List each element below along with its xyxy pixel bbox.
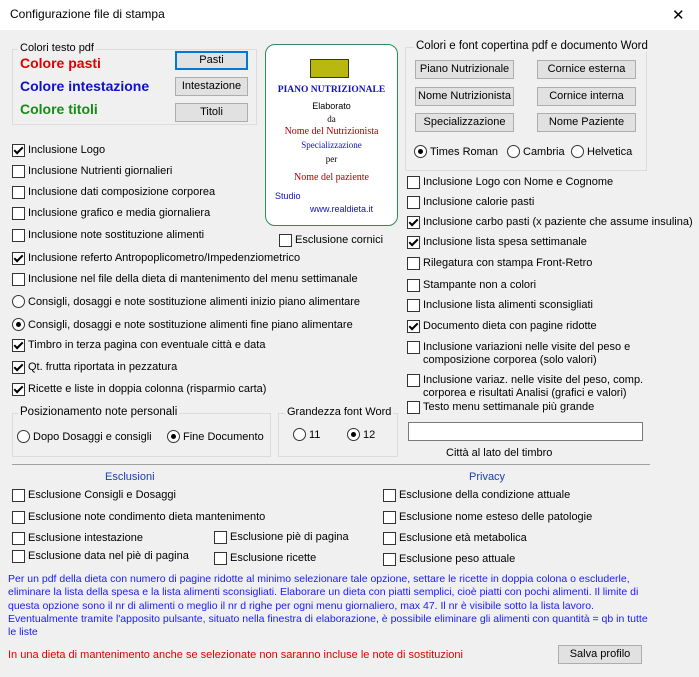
left-option-checkbox[interactable] <box>12 339 265 352</box>
left-option-checkbox[interactable] <box>12 361 177 374</box>
right-option-checkbox[interactable] <box>407 279 536 292</box>
radio-label: 12 <box>363 428 376 441</box>
checkbox-box[interactable] <box>12 273 25 286</box>
left-option-checkbox[interactable] <box>12 252 300 265</box>
radio-circle[interactable] <box>347 428 360 441</box>
checkbox-label: Inclusione grafico e media giornaliera <box>28 207 211 219</box>
preview-nome-paziente: Nome del paziente <box>294 172 369 183</box>
checkbox-box[interactable] <box>12 186 25 199</box>
checkbox-box[interactable] <box>407 216 420 229</box>
checkbox-box[interactable] <box>12 229 25 242</box>
checkbox-box[interactable] <box>407 320 420 333</box>
checkbox-box[interactable] <box>407 299 420 312</box>
checkbox-label: Qt. frutta riportata in pezzatura <box>28 361 178 373</box>
preview-site: www.realdieta.it <box>309 204 374 214</box>
preview-nome-nutrizionista: Nome del Nutrizionista <box>284 126 379 137</box>
salva-profilo-button[interactable]: Salva profilo <box>558 645 642 664</box>
copertina-label: Colori e font copertina pdf e documento Word <box>416 40 648 52</box>
left-option-checkbox[interactable] <box>12 273 358 286</box>
checkbox-label: Esclusione intestazione <box>28 532 143 544</box>
piano-nutrizionale-button[interactable]: Piano Nutrizionale <box>415 60 514 79</box>
cornice-interna-button[interactable]: Cornice interna <box>537 87 636 106</box>
consigli-radio[interactable] <box>12 318 353 331</box>
nome-paziente-button[interactable]: Nome Paziente <box>537 113 636 132</box>
esclusione-checkbox[interactable] <box>12 532 143 545</box>
pasti-button[interactable]: Pasti <box>175 51 248 70</box>
right-option-checkbox[interactable] <box>407 257 592 270</box>
radio-circle[interactable] <box>12 318 25 331</box>
font-radio[interactable] <box>414 145 498 158</box>
privacy-header: Privacy <box>469 471 506 483</box>
radio-label: Times Roman <box>430 145 499 158</box>
checkbox-label: Inclusione lista spesa settimanale <box>423 236 587 248</box>
checkbox-label: Rilegatura con stampa Front-Retro <box>423 257 593 269</box>
esclusione-checkbox[interactable] <box>214 552 316 565</box>
radio-circle[interactable] <box>414 145 427 158</box>
left-option-checkbox[interactable] <box>12 383 266 396</box>
radio-label: Fine Documento <box>183 430 264 443</box>
checkbox-label: Inclusione calorie pasti <box>423 196 535 208</box>
checkbox-label: Inclusione Nutrienti giornalieri <box>28 165 173 177</box>
right-option-checkbox[interactable] <box>407 320 597 333</box>
preview-per: per <box>325 154 338 164</box>
checkbox-label: Esclusione Consigli e Dosaggi <box>28 489 176 501</box>
intestazione-button[interactable]: Intestazione <box>175 77 248 96</box>
left-option-checkbox[interactable] <box>12 229 204 242</box>
checkbox-box[interactable] <box>383 489 396 502</box>
close-icon[interactable]: ✕ <box>672 7 685 24</box>
citta-label: Città al lato del timbro <box>446 447 553 459</box>
preview-da: da <box>327 114 336 124</box>
checkbox-box[interactable] <box>407 401 420 414</box>
checkbox-label: Testo menu settimanale più grande <box>423 401 595 413</box>
preview-title: PIANO NUTRIZIONALE <box>277 85 386 95</box>
checkbox-box[interactable] <box>12 383 25 396</box>
separator <box>12 464 650 465</box>
esclusione-checkbox[interactable] <box>12 489 176 502</box>
checkbox-box[interactable] <box>12 489 25 502</box>
checkbox-label: Timbro in terza pagina con eventuale città e data <box>28 339 266 351</box>
preview-elaborato: Elaborato <box>312 101 351 111</box>
checkbox-box[interactable] <box>12 207 25 220</box>
checkbox-label: Stampante non a colori <box>423 279 537 291</box>
checkbox-label: Inclusione Logo <box>28 144 106 156</box>
checkbox-label: Esclusione peso attuale <box>399 553 516 565</box>
posizionamento-radio[interactable] <box>167 430 264 443</box>
posizionamento-label: Posizionamento note personali <box>20 406 178 418</box>
preview-color-swatch <box>310 59 349 78</box>
left-option-checkbox[interactable] <box>12 165 172 178</box>
checkbox-box[interactable] <box>407 341 420 354</box>
right-option-checkbox[interactable] <box>407 401 594 414</box>
text-color-label: Colore intestazione <box>20 78 150 94</box>
checkbox-box[interactable] <box>383 553 396 566</box>
cornice-esterna-button[interactable]: Cornice esterna <box>537 60 636 79</box>
font-size-radio[interactable] <box>293 428 320 441</box>
checkbox-box[interactable] <box>214 552 227 565</box>
titoli-button[interactable]: Titoli <box>175 103 248 122</box>
window-title: Configurazione file di stampa <box>10 7 165 21</box>
right-option-checkbox[interactable] <box>407 374 652 400</box>
grandezza-font-label: Grandezza font Word <box>287 406 392 418</box>
checkbox-label: Inclusione Logo con Nome e Cognome <box>423 176 614 188</box>
checkbox-label: Esclusione note condimento dieta mantenimento <box>28 511 266 523</box>
checkbox-box[interactable] <box>407 279 420 292</box>
checkbox-label: Inclusione carbo pasti (x paziente che assume insulina) <box>423 216 693 228</box>
checkbox-label: Inclusione note sostituzione alimenti <box>28 229 205 241</box>
radio-label: Cambria <box>523 145 565 158</box>
privacy-checkbox[interactable] <box>383 553 515 566</box>
radio-label: Dopo Dosaggi e consigli <box>33 430 152 443</box>
info-text: Per un pdf della dieta con numero di pagine ridotte al minimo selezionare tale opzione, settare le ricette in doppia colona o escluderle, eliminare la lista della spesa e la lista alimenti sconsigliati. Elaborare un dieta con piatti semplici, cioè piatti con pochi alimenti. Il limite di questa opzione sono il nr di alimenti o meglio il nr d righe per ogni menu giornaliero, max 47. Il nr è visibile sotto la lista lavoro. Eventualmente tramite l'apposito pulsante, situato nella finestra di elaborazione, è possibile eliminare gli alimenti con quantità = qb in tutte le liste <box>8 573 648 639</box>
checkbox-box[interactable] <box>12 511 25 524</box>
radio-circle[interactable] <box>507 145 520 158</box>
checkbox-box[interactable] <box>407 176 420 189</box>
checkbox-box[interactable] <box>12 165 25 178</box>
checkbox-box[interactable] <box>383 532 396 545</box>
right-option-checkbox[interactable] <box>407 176 613 189</box>
text-color-label: Colore pasti <box>20 55 101 71</box>
specializzazione-button[interactable]: Specializzazione <box>415 113 514 132</box>
checkbox-box[interactable] <box>12 532 25 545</box>
radio-label: Consigli, dosaggi e note sostituzione alimenti fine piano alimentare <box>28 318 353 331</box>
warning-text: In una dieta di mantenimento anche se selezionate non saranno incluse le note di sostituzioni <box>8 649 463 661</box>
consigli-radio[interactable] <box>12 295 360 308</box>
radio-label: 11 <box>309 428 321 441</box>
privacy-checkbox[interactable] <box>383 489 570 502</box>
checkbox-box[interactable] <box>407 257 420 270</box>
radio-circle[interactable] <box>12 295 25 308</box>
checkbox-label: Inclusione variazioni nelle visite del peso e composizione corporea (solo valori) <box>423 341 631 366</box>
checkbox-box[interactable] <box>407 196 420 209</box>
checkbox-box[interactable] <box>279 234 292 247</box>
radio-circle[interactable] <box>571 145 584 158</box>
right-option-checkbox[interactable] <box>407 341 652 367</box>
right-option-checkbox[interactable] <box>407 216 693 229</box>
checkbox-box[interactable] <box>407 236 420 249</box>
checkbox-label: Inclusione dati composizione corporea <box>28 186 216 198</box>
right-option-checkbox[interactable] <box>407 299 593 312</box>
checkbox-label: Esclusione nome esteso delle patologie <box>399 511 593 523</box>
preview-specializzazione: Specializzazione <box>301 140 362 150</box>
preview-studio: Studio <box>275 191 301 201</box>
esclusioni-header: Esclusioni <box>105 471 155 483</box>
text-color-label: Colore titoli <box>20 101 98 117</box>
font-radio[interactable] <box>507 145 565 158</box>
left-option-checkbox[interactable] <box>12 186 215 199</box>
checkbox-box[interactable] <box>12 144 25 157</box>
radio-circle[interactable] <box>167 430 180 443</box>
checkbox-box[interactable] <box>12 339 25 352</box>
checkbox-label: Documento dieta con pagine ridotte <box>423 320 597 332</box>
left-option-checkbox[interactable] <box>12 207 210 220</box>
checkbox-label: Esclusione della condizione attuale <box>399 489 571 501</box>
esclusione-checkbox[interactable] <box>214 531 349 544</box>
esclusione-checkbox[interactable] <box>12 511 265 524</box>
radio-circle[interactable] <box>293 428 306 441</box>
font-radio[interactable] <box>571 145 632 158</box>
right-option-checkbox[interactable] <box>407 236 587 249</box>
posizionamento-radio[interactable] <box>17 430 152 443</box>
radio-circle[interactable] <box>17 430 30 443</box>
checkbox-label: Esclusione età metabolica <box>399 532 527 544</box>
right-option-checkbox[interactable] <box>407 196 534 209</box>
privacy-checkbox[interactable] <box>383 511 592 524</box>
checkbox-label: Esclusione piè di pagina <box>230 531 349 543</box>
checkbox-label: Esclusione data nel piè di pagina <box>28 550 189 562</box>
checkbox-label: Esclusione cornici <box>295 234 384 246</box>
checkbox-label: Inclusione lista alimenti sconsigliati <box>423 299 593 311</box>
checkbox-box[interactable] <box>12 550 25 563</box>
esclusione-checkbox[interactable] <box>12 550 189 563</box>
colori-testo-label: Colori testo pdf <box>20 42 94 54</box>
checkbox-box[interactable] <box>214 531 227 544</box>
font-size-radio[interactable] <box>347 428 375 441</box>
checkbox-label: Inclusione nel file della dieta di mantenimento del menu settimanale <box>28 273 358 285</box>
checkbox-box[interactable] <box>12 361 25 374</box>
checkbox-box[interactable] <box>383 511 396 524</box>
cover-preview <box>265 44 398 226</box>
nome-nutrizionista-button[interactable]: Nome Nutrizionista <box>415 87 514 106</box>
checkbox-box[interactable] <box>407 374 420 387</box>
radio-label: Helvetica <box>587 145 633 158</box>
checkbox-label: Esclusione ricette <box>230 552 317 564</box>
citta-input[interactable] <box>408 422 643 441</box>
checkbox-label: Inclusione referto Antropoplicometro/Impedenziometrico <box>28 252 301 264</box>
left-option-checkbox[interactable] <box>12 144 105 157</box>
checkbox-label: Ricette e liste in doppia colonna (risparmio carta) <box>28 383 267 395</box>
esclusione-cornici-checkbox[interactable] <box>279 234 383 247</box>
checkbox-box[interactable] <box>12 252 25 265</box>
privacy-checkbox[interactable] <box>383 532 527 545</box>
checkbox-label: Inclusione variaz. nelle visite del peso, comp. corporea e risultati Analisi (grafici e valori) <box>423 374 644 399</box>
radio-label: Consigli, dosaggi e note sostituzione alimenti inizio piano alimentare <box>28 295 361 308</box>
